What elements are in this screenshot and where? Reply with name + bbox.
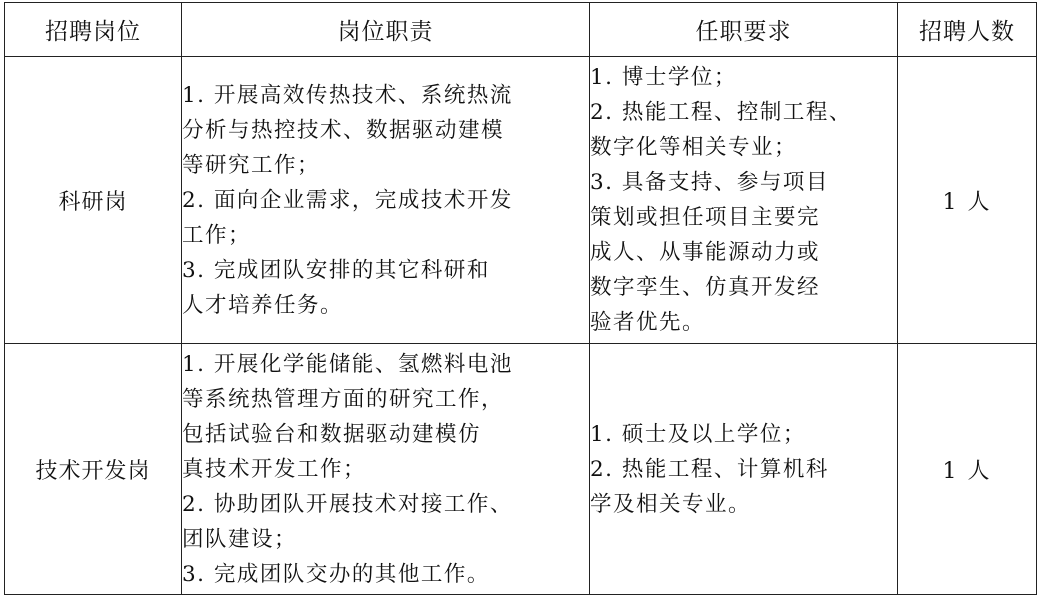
position-cell: 科研岗 (5, 57, 182, 344)
duty-line: 3. 完成团队交办的其他工作。 (182, 561, 490, 587)
header-duties: 岗位职责 (182, 3, 590, 57)
duty-line: 2. 协助团队开展技术对接工作、 (182, 491, 513, 517)
requirement-line: 1. 博士学位； (590, 65, 737, 90)
duty-line: 真技术开发工作； (182, 456, 367, 482)
duty-line: 团队建设； (182, 526, 298, 552)
requirements-cell (590, 57, 898, 344)
header-row (5, 3, 1037, 57)
header-count: 招聘人数 (898, 3, 1037, 57)
duty-line: 包括试验台和数据驱动建模仿 (182, 421, 482, 447)
requirement-line: 策划或担任项目主要完 (590, 205, 821, 230)
duty-line: 1. 开展高效传热技术、系统热流 (182, 82, 513, 108)
requirement-line: 数字化等相关专业； (590, 135, 798, 160)
header-position: 招聘岗位 (5, 3, 182, 57)
duties-cell (182, 57, 590, 344)
duty-line: 3. 完成团队安排的其它科研和 (182, 257, 490, 283)
requirement-line: 1. 硕士及以上学位； (590, 421, 806, 447)
duties-cell (182, 344, 590, 595)
duty-line: 分析与热控技术、数据驱动建模 (182, 117, 505, 143)
table-row (5, 344, 1037, 595)
requirement-line: 3. 具备支持、参与项目 (590, 170, 829, 195)
duty-line: 2. 面向企业需求，完成技术开发 (182, 187, 513, 213)
header-requirements: 任职要求 (590, 3, 898, 57)
requirements-cell (590, 344, 898, 595)
requirement-line: 学及相关专业。 (590, 491, 752, 517)
recruitment-table (4, 2, 1037, 595)
position-cell: 技术开发岗 (5, 344, 182, 595)
requirement-line: 数字孪生、仿真开发经 (590, 275, 821, 300)
duty-line: 等系统热管理方面的研究工作， (182, 386, 505, 412)
requirement-line: 验者优先。 (590, 310, 706, 335)
requirement-line: 成人、从事能源动力或 (590, 240, 821, 265)
count-cell: 1 人 (898, 57, 1037, 344)
requirement-line: 2. 热能工程、控制工程、 (590, 100, 852, 125)
duty-line: 等研究工作； (182, 152, 321, 178)
table-row (5, 57, 1037, 344)
duty-line: 人才培养任务。 (182, 292, 344, 318)
requirement-line: 2. 热能工程、计算机科 (590, 456, 829, 482)
duty-line: 1. 开展化学能储能、氢燃料电池 (182, 351, 513, 377)
duty-line: 工作； (182, 222, 252, 248)
count-cell: 1 人 (898, 344, 1037, 595)
